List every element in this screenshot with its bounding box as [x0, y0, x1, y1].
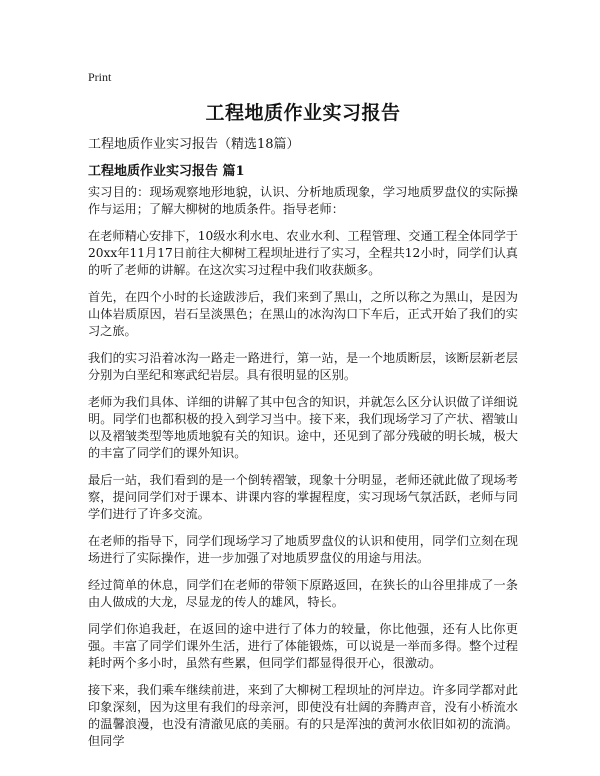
- paragraph: 同学们你追我赶，在返回的途中进行了体力的较量，你比他强，还有人比你更强。丰富了同学们课外生活，进行了体能锻炼，可以说是一举而多得。整个过程耗时两个多小时，虽然有些累，但同学们都显得很开心，很激动。: [88, 622, 518, 670]
- paragraph: 实习目的：现场观察地形地貌，认识、分析地质现象，学习地质罗盘仪的实际操作与运用；了解大柳树的地质条件。指导老师：: [88, 185, 518, 216]
- document-title: 工程地质作业实习报告: [205, 102, 401, 124]
- document-subtitle: 工程地质作业实习报告（精选18篇）: [88, 137, 300, 152]
- paragraph: 在老师的指导下，同学们现场学习了地质罗盘仪的认识和使用，同学们立刻在现场进行了实际操作，进一步加强了对地质罗盘仪的用途与用法。: [88, 534, 518, 565]
- paragraph: 我们的实习沿着冰沟一路走一路进行，第一站，是一个地质断层，该断层新老层分别为白垩纪和寒武纪岩层。具有很明显的区别。: [88, 351, 518, 382]
- paragraph: 经过简单的休息，同学们在老师的带领下原路返回，在狭长的山谷里排成了一条由人做成的大龙，尽显龙的传人的雄风，特长。: [88, 578, 518, 609]
- print-label: Print: [88, 70, 112, 84]
- document-body: [88, 184, 518, 760]
- paragraph: 最后一站，我们看到的是一个倒转褶皱，现象十分明显，老师还就此做了现场考察，提问同学们对于课本、讲课内容的掌握程度，实习现场气氛活跃，老师与同学们进行了许多交流。: [88, 473, 518, 521]
- paragraph: 首先，在四个小时的长途跋涉后，我们来到了黑山，之所以称之为黑山，是因为山体岩质原因，岩石呈淡黑色；在黑山的冰沟沟口下车后，正式开始了我们的实习之旅。: [88, 290, 518, 338]
- paragraph: 老师为我们具体、详细的讲解了其中包含的知识，并就怎么区分认识做了详细说明。同学们也都积极的投入到学习当中。接下来，我们现场学习了产状、褶皱山以及褶皱类型等地质地貌有关的知识。途中，还见到了部分残破的明长城，极大的丰富了同学们的课外知识。: [88, 395, 518, 460]
- paragraph: 接下来，我们乘车继续前进，来到了大柳树工程坝址的河岸边。许多同学都对此印象深刻，因为这里有我们的母亲河，即使没有壮阔的奔腾声音，没有小桥流水的温馨浪漫，也没有清澈见底的美丽。有的只是浑浊的黄河水依旧如初的流淌。但同学: [88, 683, 518, 748]
- section-heading: 工程地质作业实习报告 篇1: [88, 164, 245, 179]
- paragraph: 在老师精心安排下，10级水利水电、农业水利、工程管理、交通工程全体同学于20xx年11月17日前往大柳树工程坝址进行了实习，全程共12小时，同学们认真的听了老师的讲解。在这次实习过程中我们收获颇多。: [88, 229, 518, 277]
